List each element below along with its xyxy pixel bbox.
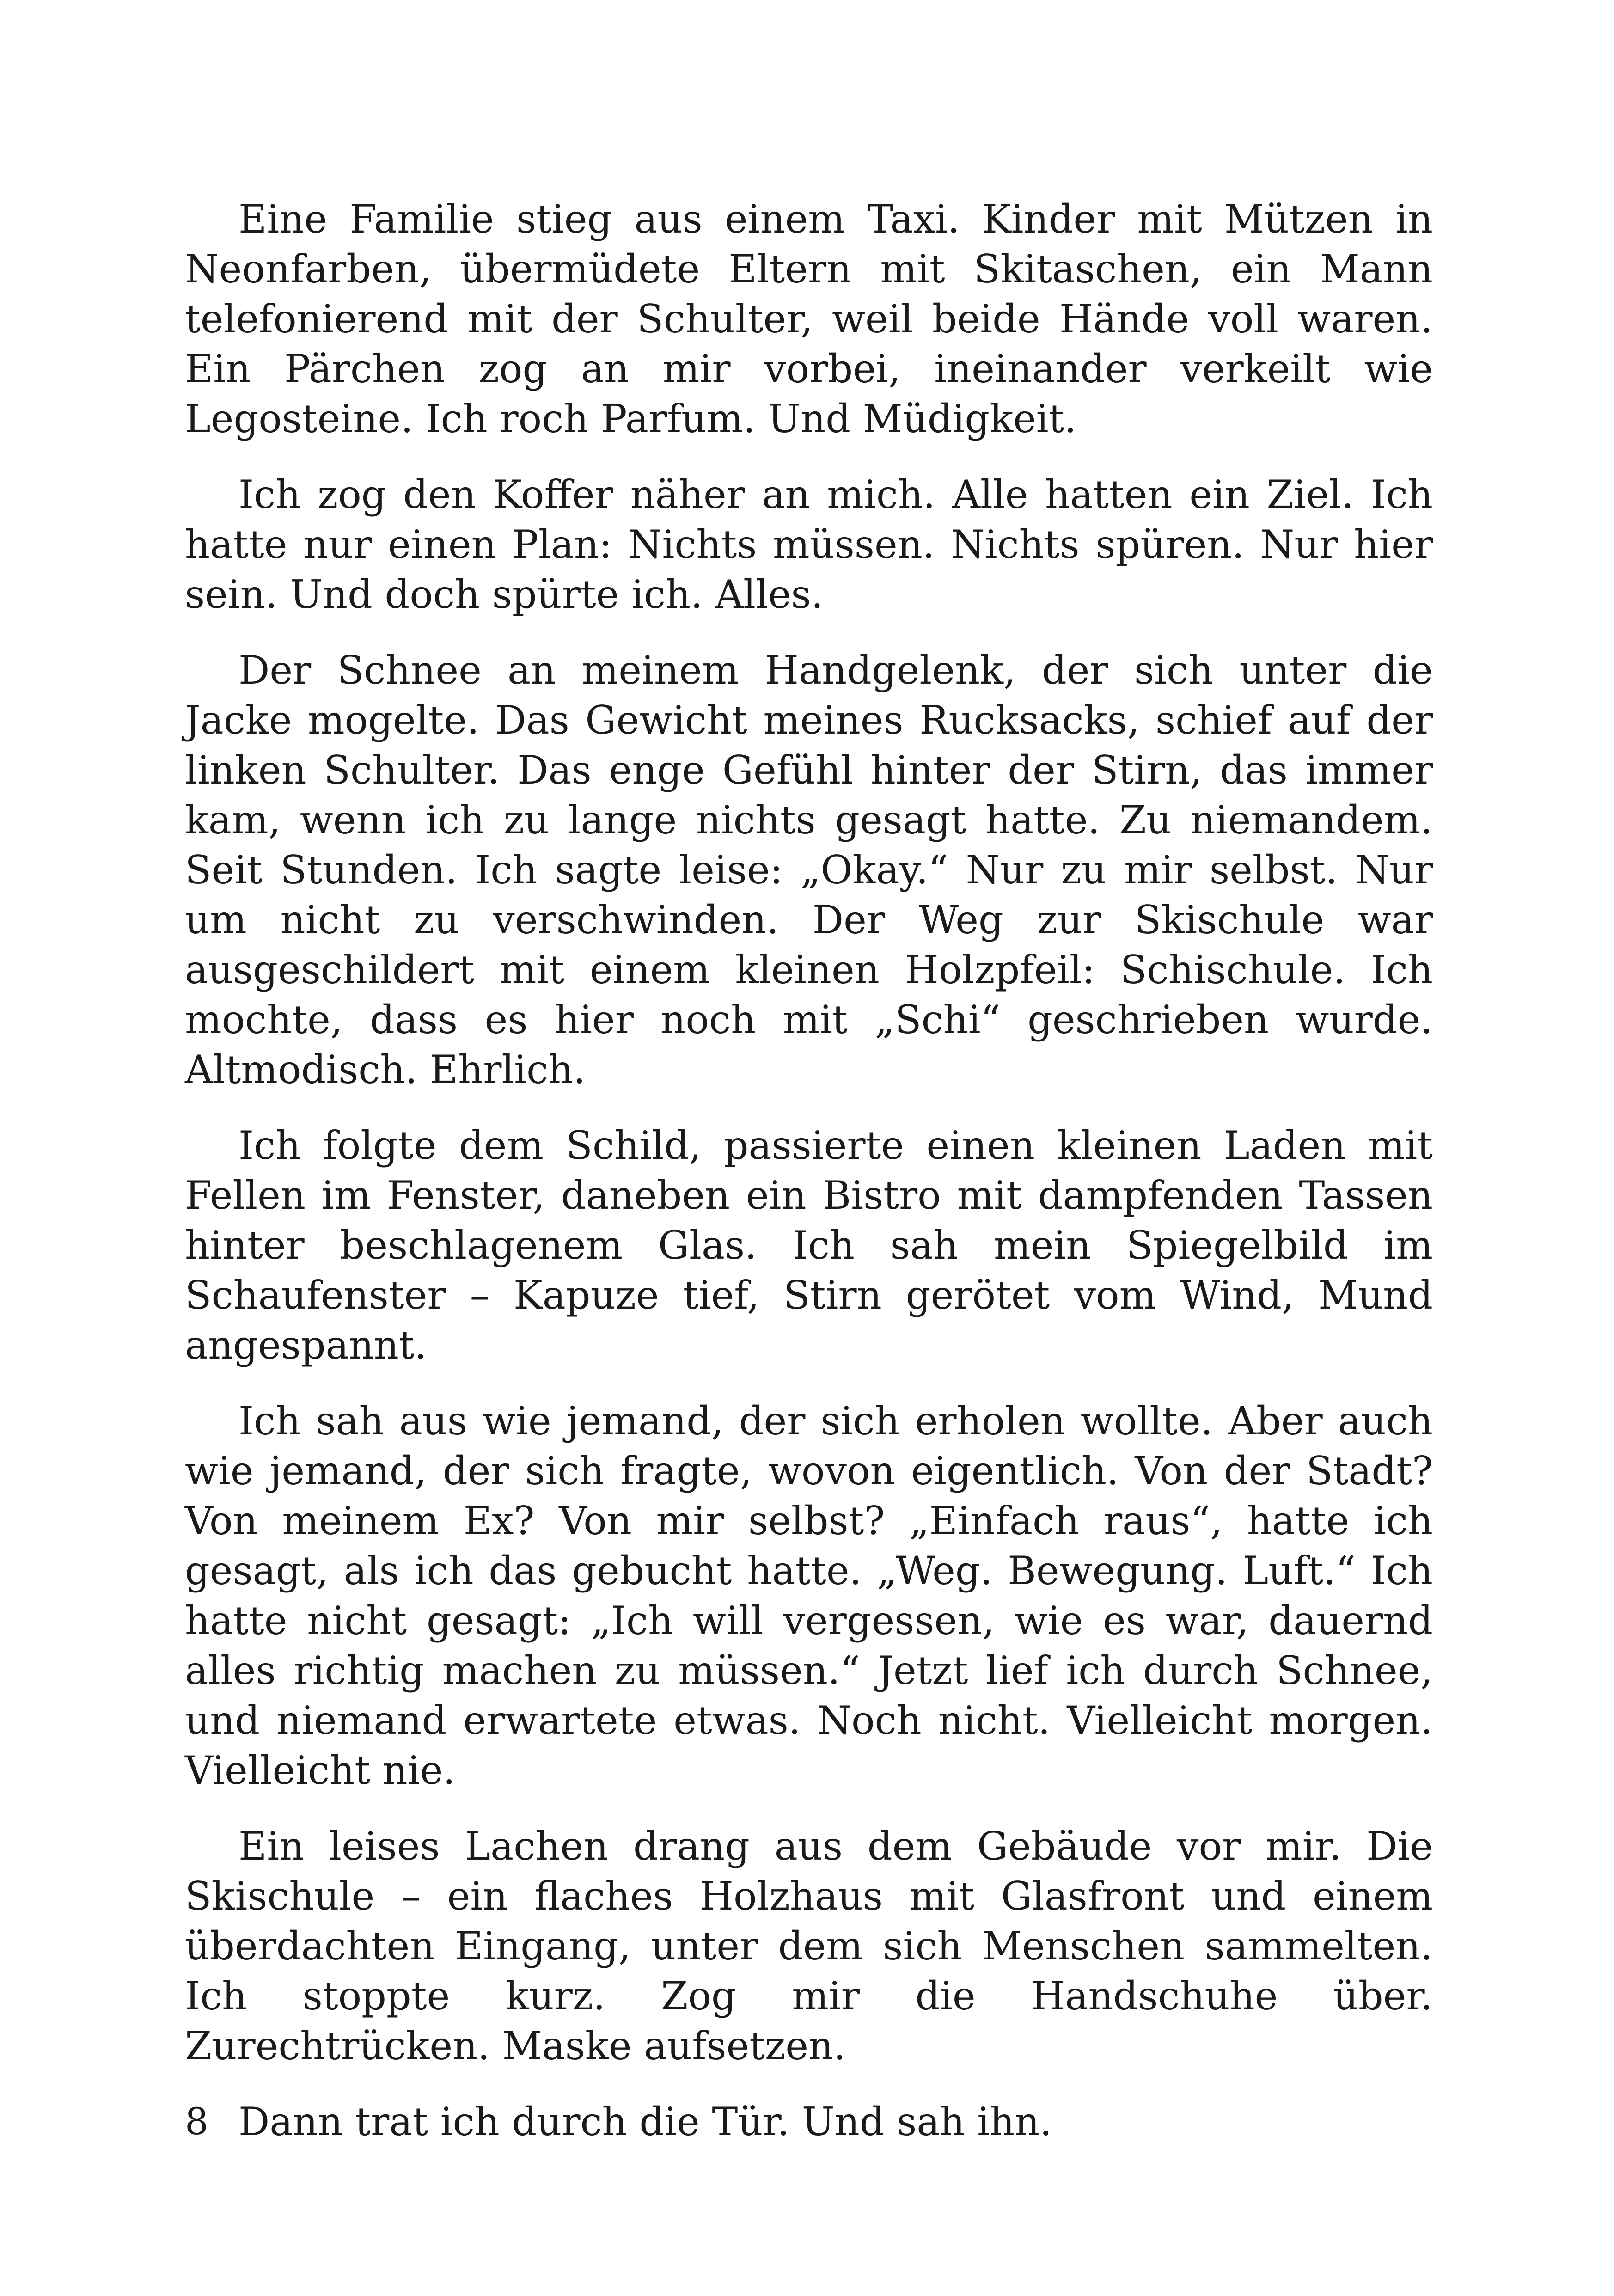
paragraph-7: Dann trat ich durch die Tür. Und sah ihn. [238,2099,1052,2144]
paragraph-4: Ich folgte dem Schild, passierte einen kleinen Laden mit Fellen im Fenster, daneben ein Bistro mit dampfenden Tassen hinter beschlagenem Glas. Ich sah mein Spiegelbild im Schaufenster – Kapuze tief, Stirn gerötet vom Wind, Mund angespannt. [185,1123,1433,1368]
paragraph-3: Der Schnee an meinem Handgelenk, der sich unter die Jacke mogelte. Das Gewicht meines Rucksacks, schief auf der linken Schulter. Das enge Gefühl hinter der Stirn, das immer kam, wenn ich zu lange nichts gesagt hatte. Zu niemandem. Seit Stunden. Ich sagte leise: „Okay.“ Nur zu mir selbst. Nur um nicht zu verschwinden. Der Weg zur Skischule war ausgeschildert mit einem kleinen Holzpfeil: Schischule. Ich mochte, dass es hier noch mit „Schi“ geschrieben wurde. Altmodisch. Ehrlich. [185,648,1433,1092]
paragraph-2: Ich zog den Koffer näher an mich. Alle hatten ein Ziel. Ich hatte nur einen Plan: Nichts müssen. Nichts spüren. Nur hier sein. Und doch spürte ich. Alles. [185,472,1433,617]
body-text [185,194,1433,2173]
paragraph-5: Ich sah aus wie jemand, der sich erholen wollte. Aber auch wie jemand, der sich fragte, wovon eigentlich. Von der Stadt? Von meinem Ex? Von mir selbst? „Einfach raus“, hatte ich gesagt, als ich das gebucht hatte. „Weg. Bewegung. Luft.“ Ich hatte nicht gesagt: „Ich will vergessen, wie es war, dauernd alles richtig machen zu müssen.“ Jetzt lief ich durch Schnee, und niemand erwartete etwas. Noch nicht. Vielleicht morgen. Vielleicht nie. [185,1398,1433,1793]
paragraph-1: Eine Familie stieg aus einem Taxi. Kinder mit Mützen in Neonfarben, übermüdete Eltern mit Skitaschen, ein Mann telefonierend mit der Schulter, weil beide Hände voll waren. Ein Pärchen zog an mir vorbei, ineinander verkeilt wie Legosteine. Ich roch Parfum. Und Müdigkeit. [185,196,1433,441]
paragraph-6: Ein leises Lachen drang aus dem Gebäude vor mir. Die Skischule – ein flaches Holzhaus mit Glasfront und einem überdachten Eingang, unter dem sich Menschen sammelten. Ich stoppte kurz. Zog mir die Handschuhe über. Zurechtrücken. Maske aufsetzen. [185,1824,1433,2069]
page-number: 8 [185,2100,208,2143]
